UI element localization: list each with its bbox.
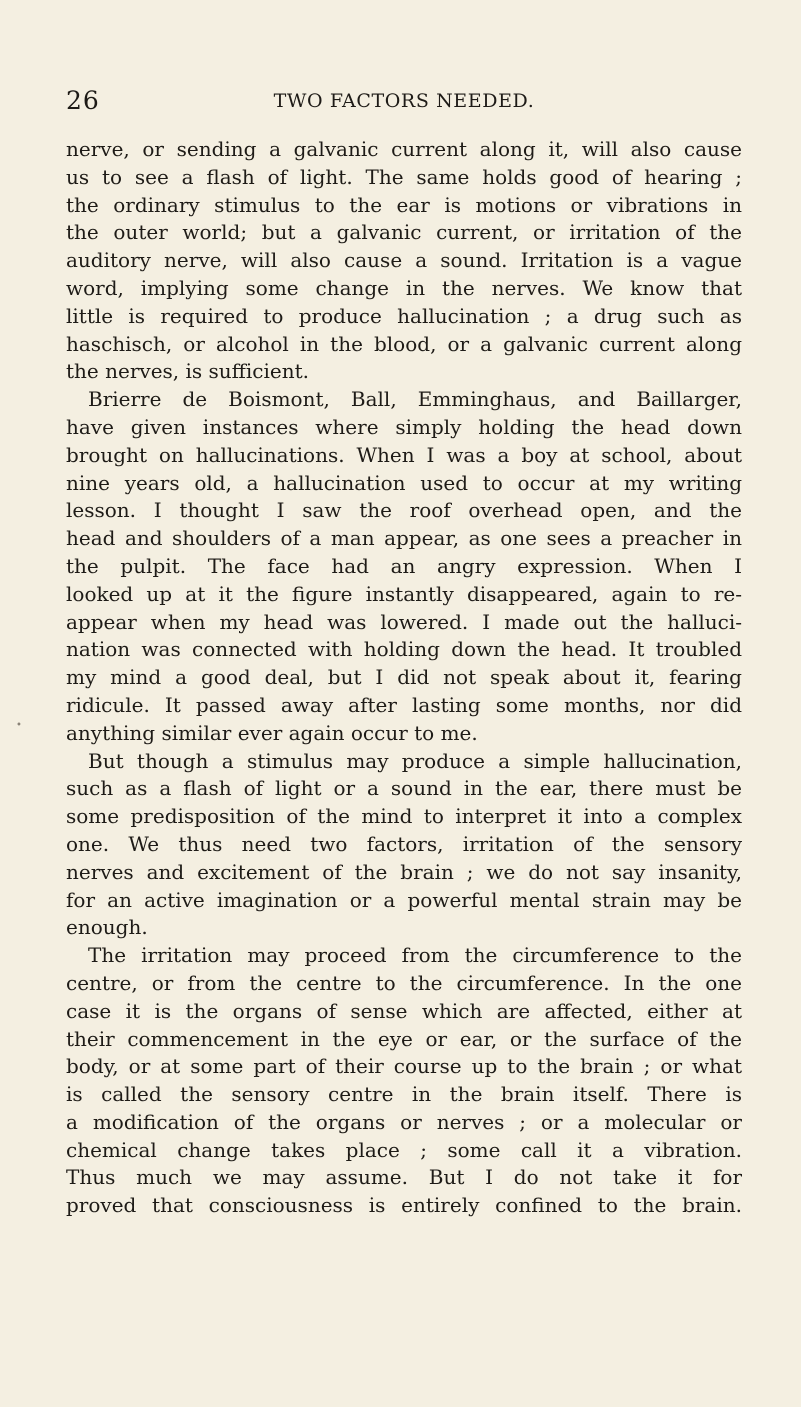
text-line: is called the sensory centre in the brain itself. There is: [66, 1082, 742, 1107]
text-line: for an active imagination or a powerful mental strain may be: [66, 887, 742, 912]
text-line: the pulpit. The face had an angry expression. When I: [66, 553, 742, 578]
margin-mark: •: [16, 720, 22, 731]
text-line: some predisposition of the mind to interpret it into a complex: [66, 804, 742, 829]
text-line: centre, or from the centre to the circumference. In the one: [66, 970, 742, 995]
text-line: my mind a good deal, but I did not speak about it, fearing: [66, 665, 742, 690]
text-line: body, or at some part of their course up to the brain ; or what: [66, 1054, 742, 1079]
text-line: nine years old, a hallucination used to occur at my writing: [66, 470, 742, 495]
text-line: auditory nerve, will also cause a sound. Irritation is a vague: [66, 248, 742, 273]
page-number: 26: [66, 86, 100, 115]
text-line: brought on hallucinations. When I was a boy at school, about: [66, 442, 742, 467]
text-line: appear when my head was lowered. I made out the halluci-: [66, 609, 742, 634]
text-line: nerves and excitement of the brain ; we do not say insanity,: [66, 859, 742, 884]
body-text: [66, 136, 742, 1220]
text-line: one. We thus need two factors, irritation of the sensory: [66, 831, 742, 856]
text-line: chemical change takes place ; some call it a vibration.: [66, 1137, 742, 1162]
text-line: case it is the organs of sense which are affected, either at: [66, 998, 742, 1023]
text-line: nation was connected with holding down the head. It troubled: [66, 637, 742, 662]
text-line: ridicule. It passed away after lasting some months, nor did: [66, 692, 742, 717]
text-line: The irritation may proceed from the circumference to the: [88, 943, 742, 968]
text-line: head and shoulders of a man appear, as one sees a preacher in: [66, 526, 742, 551]
text-line: haschisch, or alcohol in the blood, or a galvanic current along: [66, 331, 742, 356]
running-head: TWO FACTORS NEEDED.: [273, 90, 535, 112]
text-line: Brierre de Boismont, Ball, Emminghaus, and Baillarger,: [88, 387, 742, 412]
text-line: Thus much we may assume. But I do not take it for: [66, 1165, 742, 1190]
text-line: the ordinary stimulus to the ear is motions or vibrations in: [66, 192, 742, 217]
text-line: word, implying some change in the nerves. We know that: [66, 275, 742, 300]
text-line: have given instances where simply holding the head down: [66, 414, 742, 439]
page-header: [66, 86, 742, 116]
text-line: nerve, or sending a galvanic current along it, will also cause: [66, 137, 742, 161]
text-line: the nerves, is sufficient.: [66, 359, 309, 384]
text-line: anything similar ever again occur to me.: [66, 720, 478, 745]
text-line: But though a stimulus may produce a simple hallucination,: [88, 748, 742, 773]
text-line: the outer world; but a galvanic current, or irritation of the: [66, 220, 742, 245]
text-line: their commencement in the eye or ear, or the surface of the: [66, 1026, 742, 1051]
text-line: little is required to produce hallucination ; a drug such as: [66, 303, 742, 328]
text-line: such as a flash of light or a sound in the ear, there must be: [66, 776, 742, 801]
text-line: lesson. I thought I saw the roof overhead open, and the: [66, 498, 742, 523]
text-line: us to see a flash of light. The same holds good of hearing ;: [66, 164, 742, 189]
text-line: a modification of the organs or nerves ; or a molecular or: [66, 1109, 742, 1134]
text-line: proved that consciousness is entirely confined to the brain.: [66, 1193, 742, 1218]
text-line: enough.: [66, 915, 148, 940]
text-line: looked up at it the figure instantly disappeared, again to re-: [66, 581, 742, 606]
